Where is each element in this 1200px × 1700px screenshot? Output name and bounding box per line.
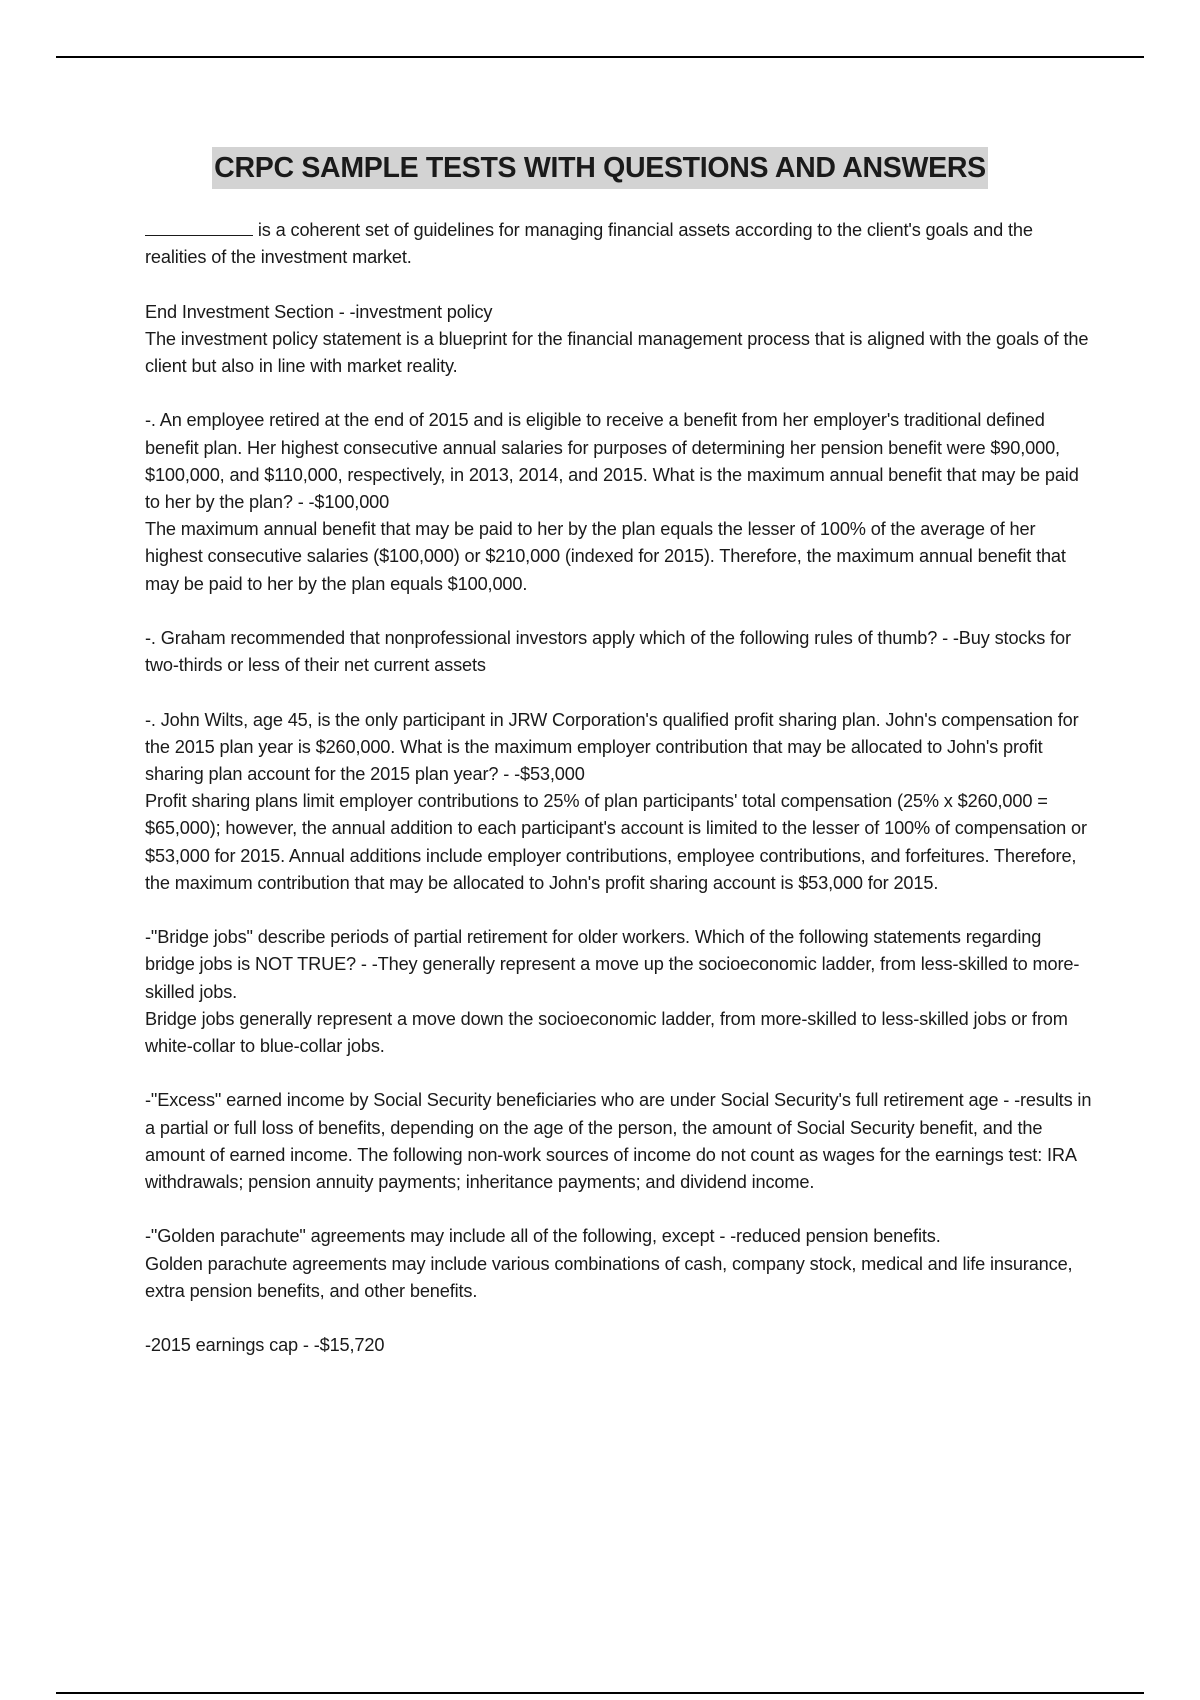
- document-title: CRPC SAMPLE TESTS WITH QUESTIONS AND ANSWERS: [212, 147, 988, 189]
- question-text: -2015 earnings cap - -$15,720: [145, 1335, 385, 1356]
- qa-block-4: [145, 625, 1095, 679]
- qa-block-5: [145, 707, 1095, 897]
- question-text: -. Graham recommended that nonprofessional investors apply which of the following rules of thumb? - -Buy stocks for two-thirds or less of their net current assets: [145, 628, 1071, 676]
- question-text: -"Bridge jobs" describe periods of partial retirement for older workers. Which of the following statements regarding bridge jobs is NOT TRUE? - -They generally represent a move up the socioeconomic ladder, from less-skilled to more-skilled jobs.: [145, 927, 1080, 1002]
- qa-block-3: [145, 407, 1095, 597]
- question-text: -. John Wilts, age 45, is the only participant in JRW Corporation's qualified profit sharing plan. John's compensation for the 2015 plan year is $260,000. What is the maximum employer contribution that may be allocated to John's profit sharing plan account for the 2015 plan year? - -$53,000: [145, 709, 1079, 784]
- explanation-text: Bridge jobs generally represent a move down the socioeconomic ladder, from more-skilled to less-skilled jobs or from white-collar to blue-collar jobs.: [145, 1008, 1068, 1057]
- question-text: -"Golden parachute" agreements may include all of the following, except - -reduced pension benefits.: [145, 1226, 941, 1247]
- explanation-text: Profit sharing plans limit employer contributions to 25% of plan participants' total compensation (25% x $260,000 = $65,000); however, the annual addition to each participant's account is limited to the lesser of 100% of compensation or $53,000 for 2015. Annual additions include employer contributions, employee contributions, and forfeitures. Therefore, the maximum contribution that may be allocated to John's profit sharing account is $53,000 for 2015.: [145, 791, 1087, 893]
- explanation-text: The maximum annual benefit that may be paid to her by the plan equals the lesser of 100% of the average of her highest consecutive salaries ($100,000) or $210,000 (indexed for 2015). Therefore, the maximum annual benefit that may be paid to her by the plan equals $100,000.: [145, 519, 1066, 594]
- question-text: End Investment Section - -investment policy: [145, 301, 493, 322]
- document-body: [145, 217, 1095, 1387]
- question-text: [145, 217, 1095, 271]
- answer-blank: [145, 217, 253, 236]
- qa-block-8: [145, 1223, 1095, 1305]
- qa-block-1: [145, 217, 1095, 271]
- question-rest: is a coherent set of guidelines for managing financial assets according to the client's goals and the realities of the investment market.: [145, 220, 1033, 268]
- qa-block-7: [145, 1087, 1095, 1196]
- question-text: -. An employee retired at the end of 2015 and is eligible to receive a benefit from her employer's traditional defined benefit plan. Her highest consecutive annual salaries for purposes of determining her pension benefit were $90,000, $100,000, and $110,000, respectively, in 2013, 2014, and 2015. What is the maximum annual benefit that may be paid to her by the plan? - -$100,000: [145, 410, 1079, 512]
- title-wrapper: [0, 147, 1200, 189]
- top-rule: [56, 56, 1144, 58]
- explanation-text: Golden parachute agreements may include various combinations of cash, company stock, medical and life insurance, extra pension benefits, and other benefits.: [145, 1253, 1073, 1301]
- qa-block-6: [145, 924, 1095, 1060]
- bottom-rule: [56, 1692, 1144, 1694]
- qa-block-9: [145, 1332, 1095, 1359]
- explanation-text: The investment policy statement is a blueprint for the financial management process that is aligned with the goals of the client but also in line with market reality.: [145, 328, 1089, 376]
- question-text: -"Excess" earned income by Social Security beneficiaries who are under Social Security's full retirement age - -results in a partial or full loss of benefits, depending on the age of the person, the amount of Social Security benefit, and the amount of earned income. The following non-work sources of income do not count as wages for the earnings test: IRA withdrawals; pension annuity payments; inheritance payments; and dividend income.: [145, 1090, 1092, 1193]
- qa-block-2: [145, 299, 1095, 381]
